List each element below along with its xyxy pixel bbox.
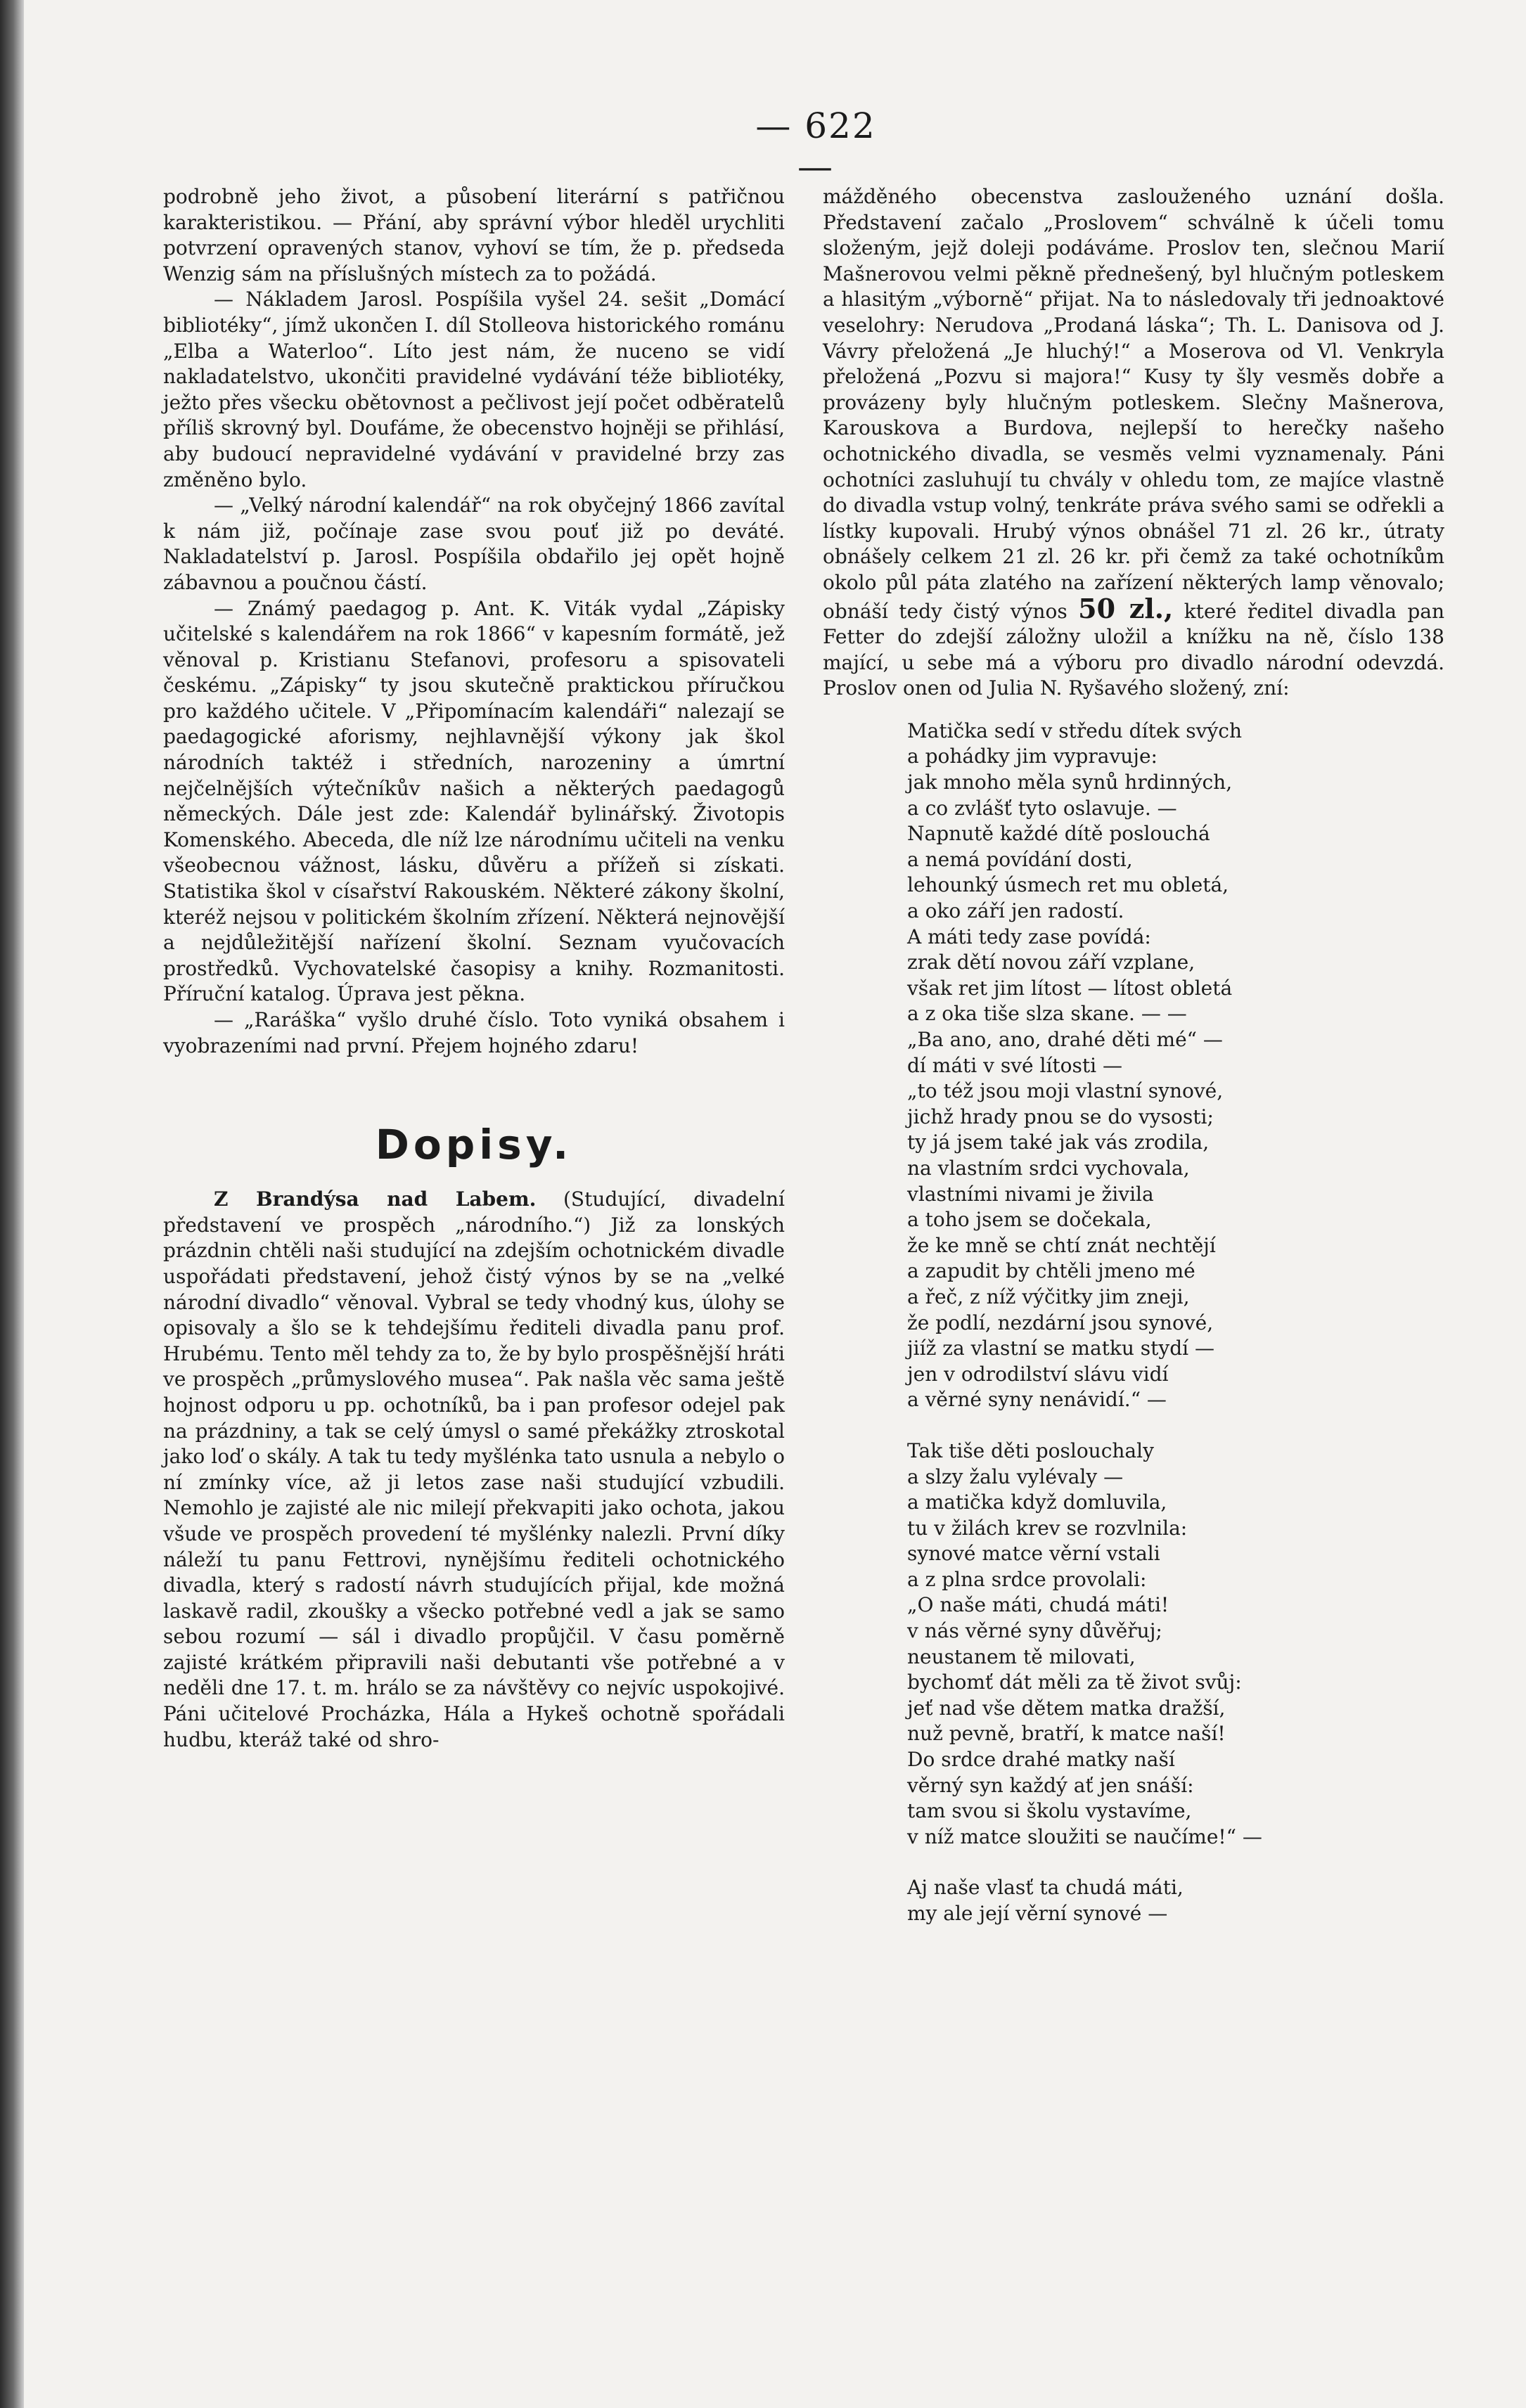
poem-line: Napnutě každé dítě poslouchá — [907, 822, 1210, 846]
paragraph: — „Velký národní kalendář“ na rok obyčejný 1866 zavítal k nám již, počínaje zase svou pouť již po deváté. Nakladatelství p. Jarosl. Pospíšila obdařilo jej opět hojně zábavnou a poučnou částí. — [163, 494, 785, 594]
poem-line: že ke mně se chtí znát nechtějí — [907, 1233, 1216, 1257]
poem-line: však ret jim lítost — lítost obletá — [907, 976, 1233, 1000]
net-amount: 50 zl., — [1078, 592, 1174, 624]
poem-line: a matička když domluvila, — [907, 1490, 1167, 1514]
letter-text: (Studující, divadelní představení ve prospěch „národního.“) Již za lonských prázdnin chtěli naši studující na zdejším ochotnickém divadle uspořádati představení, jehož čistý výnos by se na „velké národní divadlo“ věnoval. Vybral se tedy vhodný kus, úlohy se opisovaly a šlo se k tehdejšímu řediteli divadla panu prof. Hrubému. Tento měl tehdy za to, že by bylo prospěšnější hráti ve prospěch „průmyslového musea“. Pak našla věc sama ještě hojnost odporu u pp. ochotníků, ba i pan profesor odejel pak na prázdniny, a tak se celý úmysl o samé překážky ztroskotal jako loď o skály. A tak tu tedy myšlénka tato usnula a nebylo o ní zmínky více, až ji letos zase naši studující vzbudili. Nemohlo je zajisté ale nic milejí překvapiti jako ochota, jakou všude ve prospěch provedení té myšlénky nalezli. První díky náleží tu panu Fettrovi, nynějšímu řediteli ochotnického divadla, který s radostí návrh studujících přijal, kde možná laskavě radil, zkoušky a všecko potřebné vedl a jak se samo sebou rozumí — sál i divadlo propůjčil. V času poměrně zajisté krátkém připravili naši debutanti vše potřebné a v neděli dne 17. t. m. hrálo se za návštěvy co nejvíc uspokojivé. Páni učitelové Procházka, Hála a Hykeš ochotně spořádali hudbu, kteráž také od shro- — [163, 1187, 786, 1751]
poem-line: „to též jsou moji vlastní synové, — [907, 1079, 1224, 1103]
poem-line: tam svou si školu vystavíme, — [907, 1799, 1192, 1823]
poem-line: a oko září jen radostí. — [907, 899, 1124, 923]
stanza-gap — [907, 1413, 1444, 1438]
poem-line: zrak dětí novou září vzplane, — [907, 951, 1195, 974]
poem-line: na vlastním srdci vychovala, — [907, 1156, 1190, 1180]
poem-line: jichž hrady pnou se do vysosti; — [907, 1105, 1214, 1128]
letter-paragraph — [163, 1187, 785, 1753]
poem-line: a slzy žalu vylévaly — — [907, 1464, 1124, 1488]
left-column — [163, 184, 785, 1753]
poem-line: tu v žilách krev se rozvlnila: — [907, 1516, 1188, 1540]
section-title: Dopisy. — [375, 1121, 573, 1169]
right-column — [823, 184, 1444, 1927]
poem-line: a nemá povídání dosti, — [907, 847, 1133, 871]
poem-line: a toho jsem se dočekala, — [907, 1208, 1152, 1232]
stanza-gap — [907, 1850, 1444, 1875]
paragraph-main: mážděného obecenstva zaslouženého uznání došla. Představení začalo „Proslovem“ schválně k účeli tomu složeným, jejž doleji podáváme. Proslov ten, slečnou Marií Mašnerovou velmi pěkně přednešený, byl hlučným potleskem a hlasitým „výborně“ přijat. Na to následovaly tři jednoaktové veselohry: Nerudova „Prodaná láska“; Th. L. Danisova od J. Vávry přeložená „Je hluchý!“ a Moserova od Vl. Venkryla přeložená „Pozvu si majora!“ Kusy ty šly vesměs dobře a provázeny byly hlučným potleskem. Slečny Mašnerova, Karouskova a Burdova, nejlepší to herečky našeho ochotnického divadla, se vesměs velmi vyznamenaly. Páni ochotníci zasluhují tu chvály v ohledu tom, ze majíce vlastně do divadla vstup volný, tenkráte práva svého sami se odřekli a lístky kupovali. Hrubý výnos obnášel 71 zl. 26 kr., útraty obnášely celkem 21 zl. 26 kr. při čemž za také ochotníkům okolo půl páta zlatého na zařízení některých lamp věnovalo; obnáší tedy čistý výnos — [823, 185, 1444, 623]
paragraph: podrobně jeho život, a působení literární s patřičnou karakteristikou. — Přání, aby správní výbor hleděl urychliti potvrzení opravených stanov, vyhoví se tím, že p. předseda Wenzig sám na příslušných místech za to požádá. — [163, 185, 785, 285]
binding-shadow — [0, 0, 24, 2408]
poem-line: jeť nad vše dětem matka dražší, — [907, 1696, 1226, 1720]
paragraph: — „Raráška“ vyšlo druhé číslo. Toto vyniká obsahem i vyobrazeními nad první. Přejem hojného zdaru! — [163, 1008, 785, 1057]
poem-line: ty já jsem také jak vás zrodila, — [907, 1131, 1210, 1154]
poem-line: „O naše máti, chudá máti! — [907, 1593, 1169, 1617]
poem-line: a věrné syny nenávidí.“ — — [907, 1388, 1167, 1412]
poem-line: a z plna srdce provolali: — [907, 1567, 1147, 1591]
poem-line: a pohádky jim vypravuje: — [907, 745, 1158, 768]
poem-line: Aj naše vlasť ta chudá máti, — [907, 1876, 1184, 1900]
paragraph-after: které ředitel divadla pan Fetter do zdejší záložny uložil a knížku na ně, číslo 138 mající, u sebe má a výboru pro divadlo národní odevzdá. Proslov onen od Julia N. Ryšavého složený, zní: — [823, 599, 1445, 700]
poem-line: Tak tiše děti poslouchaly — [907, 1438, 1154, 1462]
poem-line: že podlí, nezdární jsou synové, — [907, 1311, 1214, 1334]
poem-line: jak mnoho měla synů hrdinných, — [907, 771, 1233, 794]
poem-line: Matička sedí v středu dítek svých — [907, 719, 1242, 742]
letter-place: Z Brandýsa nad Labem. — [214, 1187, 537, 1211]
poem-line: Do srdce drahé matky naší — [907, 1748, 1175, 1772]
poem — [907, 719, 1444, 1927]
poem-line: věrný syn každý ať jen snáší: — [907, 1773, 1194, 1797]
poem-line: A máti tedy zase povídá: — [907, 925, 1151, 948]
poem-line: a řeč, z níž výčitky jim zneji, — [907, 1285, 1190, 1308]
poem-line: a co zvlášť tyto oslavuje. — — [907, 796, 1177, 820]
poem-line: vlastními nivami je živila — [907, 1182, 1154, 1206]
poem-line: a zapudit by chtěli jmeno mé — [907, 1259, 1195, 1283]
page-number: — 622 — — [755, 105, 876, 187]
paragraph: — Nákladem Jarosl. Pospíšila vyšel 24. sešit „Domácí bibliotéky“, jímž ukončen I. díl Stolleova historického románu „Elba a Waterloo“. Líto jest nám, že nuceno se vidí nakladatelstvo, ukončiti pravidelné vydávání téže bibliotéky, ježto přes všecku obětovnost a pečlivost její počet odběratelů příliš skrovný byl. Doufáme, že obecenstvo hojněji se přihlásí, aby budoucí nepravidelné vydávání v pravidelné brzy zas změněno bylo. — [163, 288, 785, 491]
poem-line: jiíž za vlastní se matku stydí — — [907, 1337, 1215, 1360]
paragraph: — Známý paedagog p. Ant. K. Viták vydal „Zápisky učitelské s kalendářem na rok 1866“ v kapesním formátě, jež věnoval p. Kristianu Stefanovi, profesoru a spisovateli českému. „Zápisky“ ty jsou skutečně praktickou příručkou pro každého učitele. V „Připomínacím kalendáři“ nalezají se paedagogické aforismy, nejhlavnější výkony jak škol národních taktéž i středních, narozeniny a úmrtní nejčelnějších výtečníkův našich a některých paedagogů německých. Dále jest zde: Kalendář bylinářský. Životopis Komenského. Abeceda, dle níž lze národnímu učiteli na venku všeobecnou vážnost, lásku, důvěru a přížeň si získati. Statistika škol v císařství Rakouském. Některé zákony školní, kteréž nejsou v politickém školním zřízení. Některá nejnovější a nejdůležitější nařízení školní. Seznam vyučovacích prostředků. Vychovatelské časopisy a knihy. Rozmanitosti. Příruční katalog. Úprava jest pěkna. — [163, 596, 785, 1006]
poem-line: synové matce věrní vstali — [907, 1542, 1160, 1566]
poem-line: bychomť dát měli za tě život svůj: — [907, 1670, 1242, 1694]
poem-line: lehounký úsmech ret mu obletá, — [907, 873, 1229, 897]
poem-line: v níž matce sloužiti se naučíme!“ — — [907, 1824, 1262, 1848]
poem-line: neustanem tě milovati, — [907, 1644, 1136, 1668]
poem-line: dí máti v své lítosti — — [907, 1053, 1123, 1077]
poem-line: a z oka tiše slza skane. — — — [907, 1002, 1187, 1026]
paragraph — [823, 184, 1444, 702]
poem-line: jen v odrodilství slávu vidí — [907, 1362, 1169, 1386]
poem-line: nuž pevně, bratří, k matce naší! — [907, 1722, 1226, 1746]
poem-line: v nás věrné syny důvěřuj; — [907, 1619, 1162, 1643]
poem-line: „Ba ano, ano, drahé děti mé“ — — [907, 1028, 1223, 1051]
poem-line: my ale její věrní synové — — [907, 1902, 1168, 1925]
